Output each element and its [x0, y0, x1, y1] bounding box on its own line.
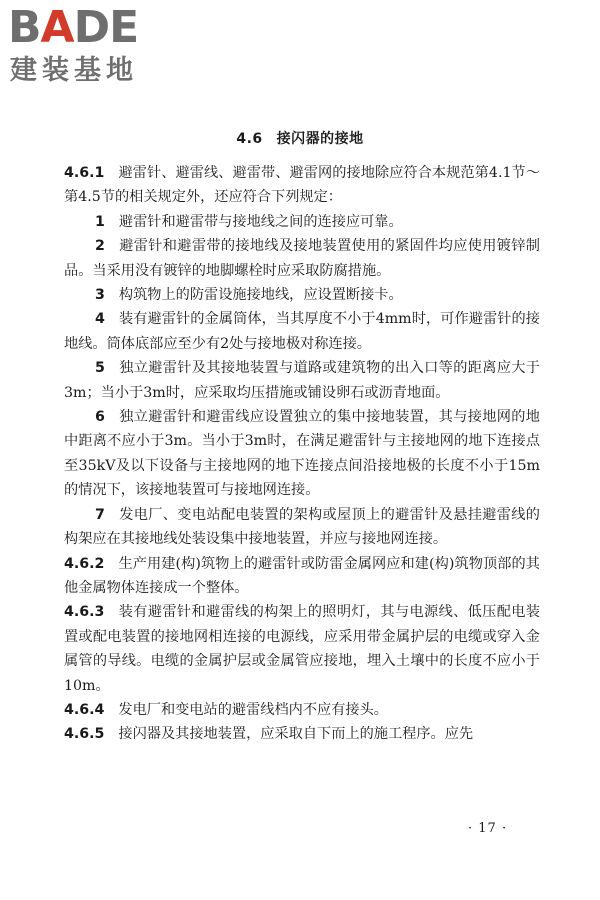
list-item-1: [64, 210, 540, 234]
item-number: 1: [95, 213, 105, 230]
clause-number: 4.6.5: [64, 726, 105, 743]
section-body: [64, 161, 540, 747]
list-item-5: [64, 356, 540, 405]
clause-4-6-3: [64, 600, 540, 698]
item-text: 装有避雷针的金属筒体，当其厚度不小于4mm时，可作避雷针的接地线。筒体底部应至少有2处与接地极对称连接。: [64, 311, 540, 352]
list-item-4: [64, 307, 540, 356]
clause-text: 接闪器及其接地装置，应采取自下而上的施工程序。应先: [118, 726, 474, 743]
clause-text: 装有避雷针和避雷线的构架上的照明灯，其与电源线、低压配电装置或配电装置的接地网相连接的电源线，应采用带金属护层的电缆或穿入金属管的导线。电缆的金属护层或金属管应接地，埋入土壤中的长度不应小于10m。: [64, 604, 540, 694]
item-text: 发电厂、变电站配电装置的架构或屋顶上的避雷针及悬挂避雷线的构架应在其接地线处装设集中接地装置，并应与接地网连接。: [64, 506, 540, 548]
logo-subtitle: 建装基地: [10, 55, 138, 86]
item-number: 4: [95, 311, 105, 328]
item-number: 3: [95, 287, 105, 304]
clause-4-6-5: [64, 722, 540, 746]
clause-number: 4.6.4: [64, 701, 105, 718]
item-number: 2: [95, 238, 105, 255]
item-number: 6: [95, 409, 105, 426]
clause-4-6-2: [64, 552, 540, 601]
logo-letters-de: DE: [73, 2, 139, 53]
item-text: 构筑物上的防雷设施接地线，应设置断接卡。: [118, 287, 403, 304]
section-number: 4.6: [236, 131, 263, 147]
logo-letter-b: B: [8, 2, 41, 53]
clause-number: 4.6.1: [64, 165, 105, 181]
item-number: 7: [95, 506, 105, 523]
list-item-2: [64, 234, 540, 283]
list-item-6: [64, 405, 540, 503]
clause-number: 4.6.3: [64, 604, 105, 621]
list-item-3: [64, 283, 540, 307]
item-number: 5: [95, 360, 105, 377]
logo-letter-a: A: [40, 2, 74, 53]
section-title: 接闪器的接地: [276, 131, 364, 147]
clause-4-6-4: [64, 698, 540, 722]
page-number: · 17 ·: [468, 821, 508, 836]
item-text: 避雷针和避雷带与接地线之间的连接应可靠。: [118, 213, 403, 230]
list-item-7: [64, 503, 540, 552]
clause-4-6-1: [64, 161, 540, 210]
clause-text: 发电厂和变电站的避雷线档内不应有接头。: [118, 701, 388, 718]
item-text: 独立避雷针及其接地装置与道路或建筑物的出入口等的距离应大于3m；当小于3m时，应采取均压措施或铺设卵石或沥青地面。: [64, 360, 540, 401]
item-text: 避雷针和避雷带的接地线及接地装置使用的紧固件均应使用镀锌制品。当采用没有镀锌的地脚螺栓时应采取防腐措施。: [64, 238, 540, 279]
clause-text: 避雷针、避雷线、避雷带、避雷网的接地除应符合本规范第4.1节～第4.5节的相关规定外，还应符合下列规定：: [64, 165, 540, 206]
clause-text: 生产用建(构)筑物上的避雷针或防雷金属网应和建(构)筑物顶部的其他金属物体连接成一个整体。: [64, 555, 540, 596]
item-text: 独立避雷针和避雷线应设置独立的集中接地装置，其与接地网的地中距离不应小于3m。当小于3m时，在满足避雷针与主接地网的地下连接点至35kV及以下设备与主接地网的地下连接点间沿接地极的长度不小于15m的情况下，该接地装置可与接地网连接。: [64, 409, 540, 499]
section-heading: [0, 129, 600, 149]
clause-number: 4.6.2: [64, 555, 105, 572]
